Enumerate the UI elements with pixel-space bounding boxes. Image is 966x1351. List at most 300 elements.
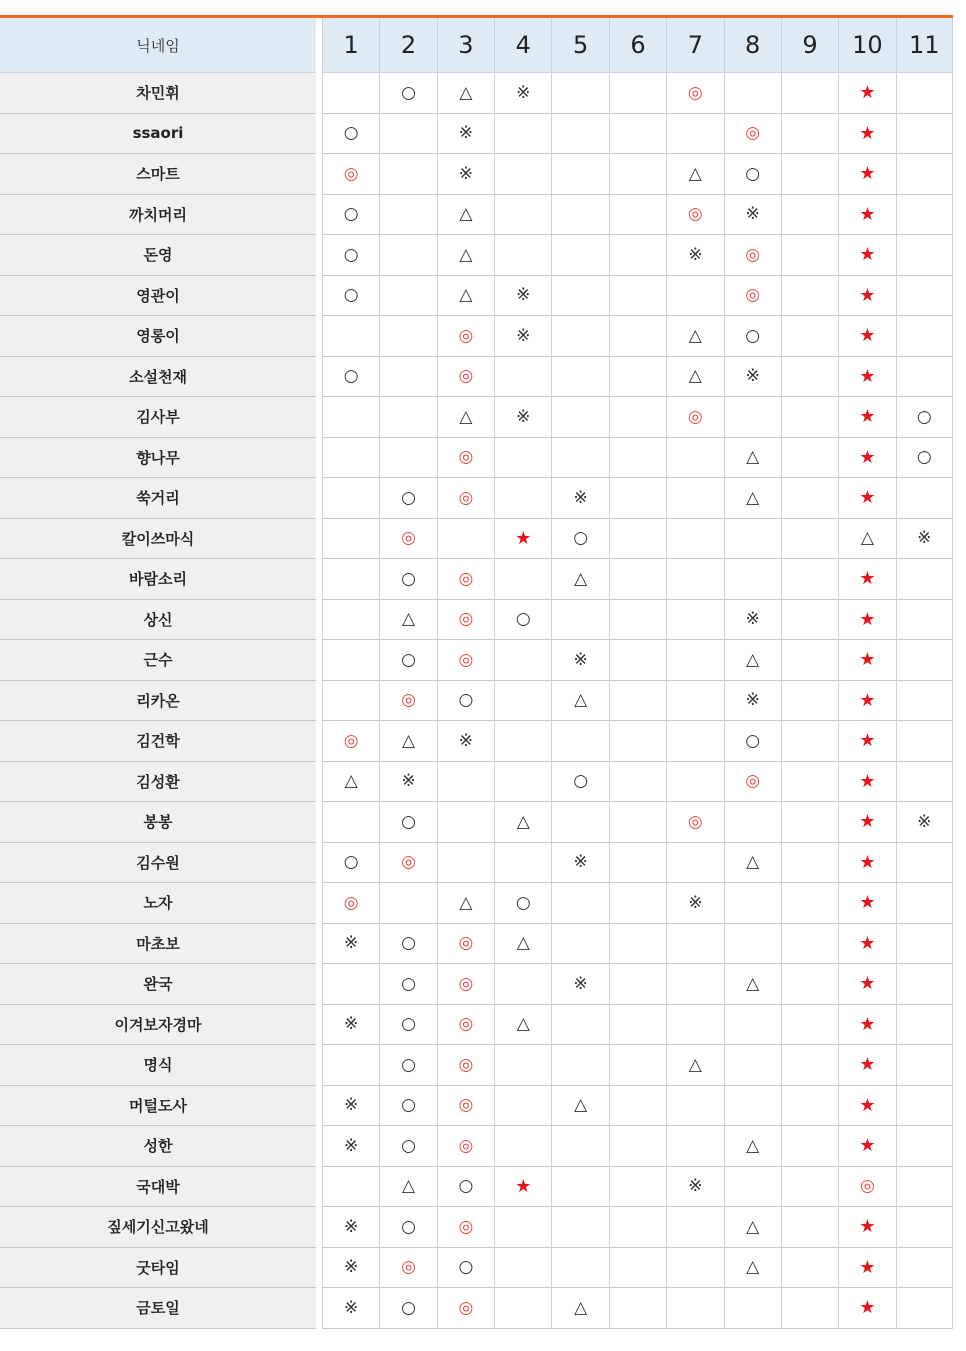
prediction-mark: ※ <box>688 1176 703 1197</box>
prediction-mark: ※ <box>688 244 703 265</box>
nickname-cell: 마초보 <box>0 924 316 965</box>
prediction-mark-cell <box>551 438 608 479</box>
table-row <box>0 1086 953 1127</box>
prediction-mark-cell <box>724 681 781 722</box>
prediction-mark-cell <box>666 438 723 479</box>
prediction-mark-cell <box>609 73 666 114</box>
prediction-mark-cell <box>437 1045 494 1086</box>
prediction-mark-cell <box>724 721 781 762</box>
prediction-mark-cell <box>666 195 723 236</box>
table-row <box>0 600 953 641</box>
table-row <box>0 1126 953 1167</box>
prediction-mark: △ <box>860 528 874 549</box>
prediction-mark-cell <box>609 1005 666 1046</box>
prediction-mark-cell <box>551 1045 608 1086</box>
prediction-mark-cell <box>437 1086 494 1127</box>
nickname-cell: 김건학 <box>0 721 316 762</box>
table-row <box>0 276 953 317</box>
table-row <box>0 802 953 843</box>
prediction-mark: ○ <box>401 1054 416 1075</box>
prediction-mark-cell <box>838 1288 895 1329</box>
prediction-mark-cell <box>724 276 781 317</box>
prediction-mark-cell <box>666 924 723 965</box>
prediction-mark-cell <box>437 195 494 236</box>
prediction-mark-cell <box>609 802 666 843</box>
prediction-mark-cell <box>781 640 838 681</box>
nickname-cell: 소설천재 <box>0 357 316 398</box>
prediction-mark: ◎ <box>458 366 474 387</box>
prediction-mark-cell <box>724 843 781 884</box>
table-row <box>0 357 953 398</box>
prediction-mark-cell <box>437 802 494 843</box>
prediction-mark-cell <box>379 640 436 681</box>
prediction-mark: ★ <box>859 284 876 306</box>
prediction-mark: ※ <box>745 204 760 225</box>
prediction-mark: ★ <box>859 811 876 833</box>
prediction-mark: ★ <box>859 1216 876 1238</box>
race-number-header: 3 <box>437 18 494 73</box>
prediction-mark-cell <box>781 883 838 924</box>
nickname-column-header: 닉네임 <box>0 18 316 73</box>
prediction-mark-cell <box>437 1005 494 1046</box>
table-row <box>0 114 953 155</box>
prediction-mark: △ <box>574 568 588 589</box>
prediction-mark: ○ <box>343 244 359 265</box>
prediction-mark: ※ <box>344 1297 359 1318</box>
race-number-header: 11 <box>896 18 953 73</box>
prediction-mark-cell <box>609 154 666 195</box>
race-number-header: 5 <box>551 18 608 73</box>
prediction-mark-cell <box>838 1207 895 1248</box>
prediction-mark: △ <box>746 852 760 873</box>
prediction-mark-cell <box>666 721 723 762</box>
prediction-mark: △ <box>459 204 473 225</box>
prediction-mark-cell <box>609 640 666 681</box>
prediction-mark-cell <box>838 802 895 843</box>
prediction-mark: ※ <box>458 163 474 184</box>
nickname-cell: 까치머리 <box>0 195 316 236</box>
prediction-mark: ★ <box>859 122 876 144</box>
prediction-mark: ★ <box>859 446 876 468</box>
prediction-mark-cell <box>551 1005 608 1046</box>
prediction-mark: ★ <box>859 365 876 387</box>
prediction-mark: ◎ <box>458 487 474 508</box>
prediction-mark-cell <box>896 154 953 195</box>
prediction-mark-cell <box>724 438 781 479</box>
prediction-mark-cell <box>896 316 953 357</box>
prediction-mark: ○ <box>458 690 474 711</box>
prediction-mark-cell <box>437 883 494 924</box>
prediction-mark-cell <box>551 478 608 519</box>
prediction-mark-cell <box>437 681 494 722</box>
prediction-mark-cell <box>379 154 436 195</box>
table-row <box>0 1005 953 1046</box>
prediction-mark: △ <box>746 1216 760 1237</box>
prediction-mark-cell <box>666 397 723 438</box>
prediction-mark-cell <box>494 802 551 843</box>
prediction-mark-cell <box>494 478 551 519</box>
prediction-mark: △ <box>459 244 473 265</box>
prediction-mark: △ <box>746 447 760 468</box>
prediction-mark: ★ <box>859 892 876 914</box>
table-row <box>0 721 953 762</box>
prediction-mark-cell <box>838 1045 895 1086</box>
prediction-mark: ※ <box>516 325 531 346</box>
prediction-mark: ○ <box>401 568 416 589</box>
prediction-mark-cell <box>666 478 723 519</box>
prediction-mark-cell <box>838 1167 895 1208</box>
prediction-mark-cell <box>838 73 895 114</box>
prediction-mark-cell <box>781 1005 838 1046</box>
prediction-mark: ※ <box>344 1216 359 1237</box>
prediction-mark-cell <box>379 73 436 114</box>
prediction-mark-cell <box>838 559 895 600</box>
prediction-mark-cell <box>494 964 551 1005</box>
prediction-mark-cell <box>609 1126 666 1167</box>
prediction-mark-cell <box>781 559 838 600</box>
prediction-mark-cell <box>494 1167 551 1208</box>
table-row <box>0 1207 953 1248</box>
prediction-mark-cell <box>322 924 379 965</box>
prediction-mark-cell <box>437 154 494 195</box>
prediction-mark: △ <box>402 609 416 630</box>
prediction-mark: ★ <box>859 568 876 590</box>
prediction-mark-cell <box>379 721 436 762</box>
prediction-mark-cell <box>551 114 608 155</box>
prediction-mark-cell <box>379 1126 436 1167</box>
prediction-mark-cell <box>437 1126 494 1167</box>
prediction-mark-cell <box>896 438 953 479</box>
nickname-cell: 봉봉 <box>0 802 316 843</box>
prediction-mark-cell <box>609 276 666 317</box>
table-row <box>0 154 953 195</box>
prediction-mark-cell <box>322 114 379 155</box>
prediction-mark-cell <box>322 478 379 519</box>
prediction-mark-cell <box>379 397 436 438</box>
nickname-cell: 금토일 <box>0 1288 316 1329</box>
prediction-mark-cell <box>896 762 953 803</box>
prediction-mark: ※ <box>917 528 932 549</box>
prediction-mark: ※ <box>573 649 588 670</box>
table-row <box>0 1248 953 1289</box>
prediction-mark-cell <box>724 1167 781 1208</box>
prediction-mark-cell <box>609 114 666 155</box>
prediction-mark: ○ <box>401 1095 416 1116</box>
prediction-mark: ※ <box>344 1135 359 1156</box>
prediction-mark-cell <box>896 1167 953 1208</box>
nickname-cell: ssaori <box>0 114 316 155</box>
prediction-mark: △ <box>688 325 702 346</box>
prediction-mark-cell <box>322 1005 379 1046</box>
prediction-mark-cell <box>666 316 723 357</box>
nickname-cell: 완국 <box>0 964 316 1005</box>
table-body <box>0 73 953 1329</box>
prediction-mark-cell <box>379 883 436 924</box>
nickname-cell: 명식 <box>0 1045 316 1086</box>
prediction-mark-cell <box>551 235 608 276</box>
prediction-mark-cell <box>781 519 838 560</box>
prediction-mark: ※ <box>458 123 474 144</box>
prediction-mark: △ <box>344 771 358 792</box>
prediction-mark-cell <box>896 721 953 762</box>
prediction-mark-cell <box>838 600 895 641</box>
prediction-mark-cell <box>551 559 608 600</box>
prediction-mark: ◎ <box>458 933 474 954</box>
prediction-mark-cell <box>379 924 436 965</box>
prediction-mark-cell <box>838 924 895 965</box>
prediction-mark-cell <box>896 883 953 924</box>
prediction-mark-cell <box>666 1207 723 1248</box>
prediction-mark-cell <box>896 357 953 398</box>
prediction-mark-cell <box>724 964 781 1005</box>
prediction-mark-cell <box>551 1248 608 1289</box>
prediction-mark-cell <box>609 843 666 884</box>
table-row <box>0 1045 953 1086</box>
nickname-cell: 상신 <box>0 600 316 641</box>
prediction-mark: ○ <box>343 285 359 306</box>
table-row <box>0 1167 953 1208</box>
race-number-header: 7 <box>666 18 723 73</box>
prediction-mark-cell <box>322 640 379 681</box>
nickname-cell: 스마트 <box>0 154 316 195</box>
prediction-mark: ◎ <box>745 244 761 265</box>
prediction-mark: ★ <box>859 406 876 428</box>
prediction-mark-cell <box>666 640 723 681</box>
table-row <box>0 883 953 924</box>
prediction-mark-cell <box>551 681 608 722</box>
prediction-mark-cell <box>322 883 379 924</box>
race-number-header: 4 <box>494 18 551 73</box>
prediction-mark-cell <box>494 1207 551 1248</box>
prediction-mark-cell <box>322 438 379 479</box>
prediction-mark: △ <box>516 933 530 954</box>
prediction-mark: ○ <box>343 123 359 144</box>
prediction-mark-cell <box>379 1005 436 1046</box>
prediction-mark: ◎ <box>458 325 474 346</box>
prediction-mark: △ <box>402 1176 416 1197</box>
prediction-mark-cell <box>494 600 551 641</box>
prediction-mark-cell <box>666 1086 723 1127</box>
prediction-mark: ○ <box>745 163 761 184</box>
prediction-mark-cell <box>724 1288 781 1329</box>
prediction-mark-cell <box>437 438 494 479</box>
nickname-cell: 이겨보자경마 <box>0 1005 316 1046</box>
prediction-mark-cell <box>551 1167 608 1208</box>
prediction-mark-cell <box>838 316 895 357</box>
prediction-mark-cell <box>724 316 781 357</box>
prediction-mark-cell <box>896 1248 953 1289</box>
prediction-mark-cell <box>551 721 608 762</box>
prediction-mark: ◎ <box>458 1135 474 1156</box>
prediction-mark-cell <box>666 964 723 1005</box>
prediction-mark: ★ <box>859 163 876 185</box>
prediction-mark: ★ <box>859 1256 876 1278</box>
prediction-mark-cell <box>322 843 379 884</box>
prediction-mark-cell <box>437 762 494 803</box>
prediction-mark-cell <box>666 1126 723 1167</box>
prediction-mark-cell <box>724 802 781 843</box>
prediction-mark-cell <box>781 843 838 884</box>
prediction-mark-cell <box>322 762 379 803</box>
prediction-mark-cell <box>494 924 551 965</box>
prediction-mark-cell <box>437 235 494 276</box>
prediction-mark: △ <box>746 1135 760 1156</box>
prediction-mark-cell <box>609 195 666 236</box>
prediction-mark-cell <box>494 762 551 803</box>
nickname-cell: 노자 <box>0 883 316 924</box>
prediction-mark-cell <box>724 519 781 560</box>
prediction-mark-cell <box>781 1288 838 1329</box>
prediction-mark-cell <box>609 924 666 965</box>
prediction-mark: ○ <box>401 973 416 994</box>
prediction-mark-cell <box>781 316 838 357</box>
prediction-mark: ★ <box>859 770 876 792</box>
nickname-cell: 머털도사 <box>0 1086 316 1127</box>
prediction-mark: ◎ <box>343 730 359 751</box>
prediction-mark-cell <box>838 1126 895 1167</box>
prediction-mark-cell <box>437 843 494 884</box>
prediction-mark-cell <box>551 1086 608 1127</box>
prediction-mark-cell <box>494 438 551 479</box>
table-row <box>0 924 953 965</box>
prediction-mark-cell <box>494 519 551 560</box>
prediction-mark-cell <box>379 1207 436 1248</box>
prediction-mark-cell <box>322 397 379 438</box>
prediction-mark-cell <box>494 316 551 357</box>
prediction-mark-cell <box>896 600 953 641</box>
prediction-mark: △ <box>688 366 702 387</box>
prediction-mark-cell <box>379 195 436 236</box>
prediction-mark-cell <box>666 559 723 600</box>
prediction-mark-cell <box>609 1086 666 1127</box>
prediction-mark: ◎ <box>687 811 703 832</box>
prediction-mark: ※ <box>344 1014 359 1035</box>
prediction-mark-cell <box>379 438 436 479</box>
prediction-mark: ★ <box>859 608 876 630</box>
prediction-mark: △ <box>688 163 702 184</box>
prediction-mark-cell <box>838 721 895 762</box>
prediction-mark-cell <box>724 1086 781 1127</box>
prediction-mark-cell <box>781 964 838 1005</box>
prediction-mark: ◎ <box>458 609 474 630</box>
nickname-cell: 바람소리 <box>0 559 316 600</box>
prediction-mark-cell <box>609 519 666 560</box>
prediction-mark: ○ <box>401 1014 416 1035</box>
prediction-mark-cell <box>724 114 781 155</box>
prediction-mark-cell <box>322 1248 379 1289</box>
prediction-mark-cell <box>379 114 436 155</box>
prediction-mark: ○ <box>515 609 531 630</box>
nickname-cell: 짚세기신고왔네 <box>0 1207 316 1248</box>
prediction-mark-cell <box>609 1248 666 1289</box>
prediction-mark: ◎ <box>458 1014 474 1035</box>
prediction-mark: ○ <box>573 528 589 549</box>
table-row <box>0 1288 953 1329</box>
prediction-mark-cell <box>379 964 436 1005</box>
prediction-mark: ◎ <box>687 204 703 225</box>
prediction-mark-cell <box>838 681 895 722</box>
prediction-mark-cell <box>838 235 895 276</box>
table-row <box>0 195 953 236</box>
prediction-mark-cell <box>724 235 781 276</box>
prediction-mark-cell <box>609 438 666 479</box>
prediction-mark-cell <box>551 154 608 195</box>
prediction-mark: ◎ <box>687 406 703 427</box>
prediction-mark-cell <box>494 235 551 276</box>
prediction-mark-cell <box>896 640 953 681</box>
prediction-mark: ★ <box>859 1135 876 1157</box>
nickname-cell: 김성환 <box>0 762 316 803</box>
header-row <box>0 18 953 73</box>
prediction-mark: ※ <box>516 285 531 306</box>
prediction-mark-cell <box>322 1045 379 1086</box>
prediction-mark-cell <box>322 154 379 195</box>
prediction-mark: ★ <box>859 487 876 509</box>
prediction-mark-cell <box>379 843 436 884</box>
prediction-mark-cell <box>551 276 608 317</box>
prediction-mark-cell <box>379 478 436 519</box>
race-number-header: 6 <box>609 18 666 73</box>
prediction-mark-cell <box>437 559 494 600</box>
prediction-mark: ○ <box>401 1216 416 1237</box>
prediction-mark-cell <box>666 357 723 398</box>
prediction-mark-cell <box>896 235 953 276</box>
prediction-mark: ★ <box>515 527 532 549</box>
prediction-mark-cell <box>666 154 723 195</box>
prediction-mark: ○ <box>515 892 531 913</box>
prediction-mark-cell <box>437 397 494 438</box>
table-row <box>0 438 953 479</box>
prediction-mark: ◎ <box>458 447 474 468</box>
prediction-mark: △ <box>746 487 760 508</box>
prediction-mark-cell <box>551 964 608 1005</box>
prediction-mark-cell <box>609 964 666 1005</box>
prediction-mark: ★ <box>859 649 876 671</box>
prediction-mark: △ <box>516 1014 530 1035</box>
race-number-header: 10 <box>838 18 895 73</box>
prediction-mark-cell <box>609 721 666 762</box>
prediction-mark-cell <box>494 1248 551 1289</box>
prediction-mark: △ <box>516 811 530 832</box>
prediction-mark-cell <box>609 1288 666 1329</box>
prediction-mark-cell <box>666 762 723 803</box>
prediction-mark-cell <box>437 357 494 398</box>
prediction-mark-cell <box>494 397 551 438</box>
prediction-mark-cell <box>609 600 666 641</box>
prediction-mark: ○ <box>401 649 416 670</box>
prediction-mark: △ <box>574 1095 588 1116</box>
prediction-mark-cell <box>494 1005 551 1046</box>
prediction-mark-cell <box>494 843 551 884</box>
race-number-header: 9 <box>781 18 838 73</box>
prediction-mark-cell <box>609 1167 666 1208</box>
table-row <box>0 519 953 560</box>
prediction-mark-cell <box>724 195 781 236</box>
prediction-mark-cell <box>322 1288 379 1329</box>
prediction-mark-cell <box>724 154 781 195</box>
prediction-mark-cell <box>551 397 608 438</box>
prediction-mark-cell <box>494 559 551 600</box>
prediction-mark-cell <box>724 762 781 803</box>
prediction-mark-cell <box>322 235 379 276</box>
prediction-mark-cell <box>781 357 838 398</box>
prediction-mark-cell <box>838 762 895 803</box>
prediction-mark-cell <box>494 1045 551 1086</box>
prediction-mark-cell <box>609 883 666 924</box>
prediction-mark-cell <box>322 195 379 236</box>
prediction-mark-cell <box>551 1207 608 1248</box>
prediction-mark-cell <box>724 478 781 519</box>
